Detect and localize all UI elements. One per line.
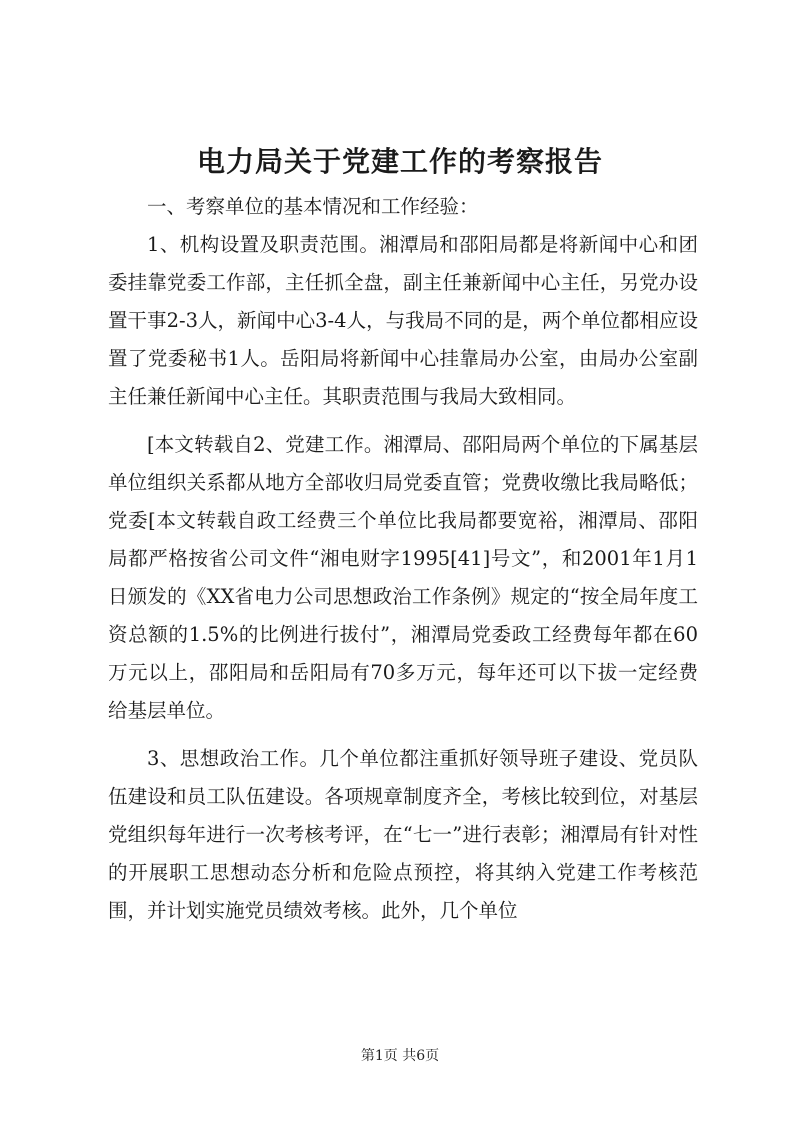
section-heading: 一、考察单位的基本情况和工作经验： [147,195,479,218]
paragraph-organization: 1、机构设置及职责范围。湘潭局和邵阳局都是将新闻中心和团委挂靠党委工作部，主任抓全盘，副主任兼新闻中心主任，另党办设置干事2-3人，新闻中心3-4人，与我局不同的是，两个单位都相应设置了党委秘书1人。岳阳局将新闻中心挂靠局办公室，由局办公室副主任兼任新闻中心主任。其职责范围与我局大致相同。 [108,233,698,408]
document-title: 电力局关于党建工作的考察报告 [196,145,603,178]
document-body [108,188,698,940]
paragraph-party-building: [本文转载自2、党建工作。湘潭局、邵阳局两个单位的下属基层单位组织关系都从地方全部收归局党委直管；党费收缴比我局略低；党委[本文转载自政工经费三个单位比我局都要宽裕，湘潭局、邵阳局都严格按省公司文件“湘电财字1995[41]号文”，和2001年1月1日颁发的《XX省电力公司思想政治工作条例》规定的“按全局年度工资总额的1.5%的比例进行拔付”，湘潭局党委政工经费每年都在60万元以上，邵阳局和岳阳局有70多万元，每年还可以下拔一定经费给基层单位。 [108,433,698,722]
paragraph-political-work: 3、思想政治工作。几个单位都注重抓好领导班子建设、党员队伍建设和员工队伍建设。各项规章制度齐全，考核比较到位，对基层党组织每年进行一次考核考评，在“七一”进行表彰；湘潭局有针对性的开展职工思想动态分析和危险点预控，将其纳入党建工作考核范围，并计划实施党员绩效考核。此外，几个单位 [108,747,698,922]
page-number: 第1页 共6页 [360,1048,440,1064]
